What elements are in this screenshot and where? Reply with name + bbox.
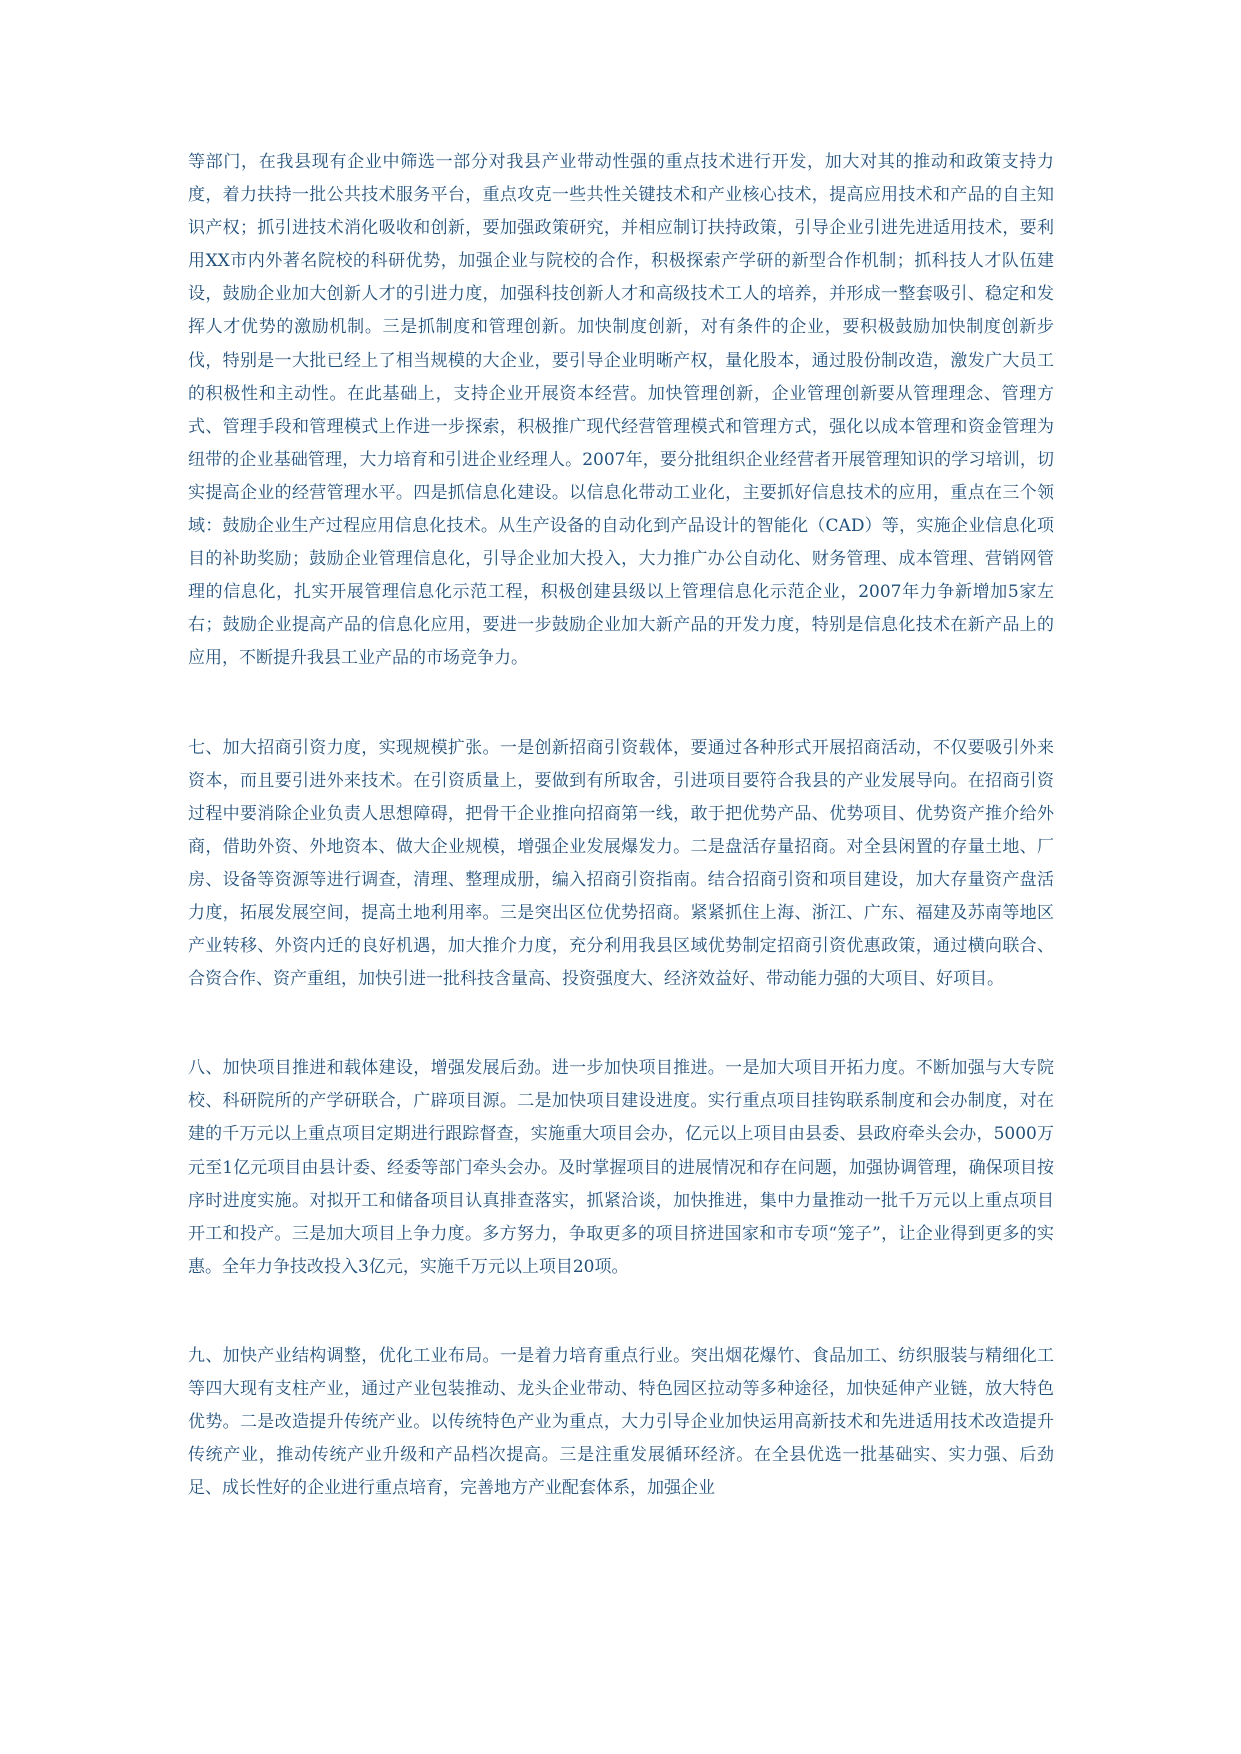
document-body xyxy=(188,146,1054,1505)
paragraph-project-promotion: 八、加快项目推进和载体建设，增强发展后劲。进一步加快项目推进。一是加大项目开拓力度。不断加强与大专院校、科研院所的产学研联合，广辟项目源。二是加快项目建设进度。实行重点项目挂钩联系制度和会办制度，对在建的千万元以上重点项目定期进行跟踪督查，实施重大项目会办，亿元以上项目由县委、县政府牵头会办，5000万元至1亿元项目由县计委、经委等部门牵头会办。及时掌握项目的进展情况和存在问题，加强协调管理，确保项目按序时进度实施。对拟开工和储备项目认真排查落实，抓紧洽谈，加快推进，集中力量推动一批千万元以上重点项目开工和投产。三是加大项目上争力度。多方努力，争取更多的项目挤进国家和市专项“笼子”，让企业得到更多的实惠。全年力争技改投入3亿元，实施千万元以上项目20项。 xyxy=(188,1058,1054,1277)
paragraph-industrial-structure: 九、加快产业结构调整，优化工业布局。一是着力培育重点行业。突出烟花爆竹、食品加工、纺织服装与精细化工等四大现有支柱产业，通过产业包装推动、龙头企业带动、特色园区拉动等多种途径，加快延伸产业链，放大特色优势。二是改造提升传统产业。以传统特色产业为重点，大力引导企业加快运用高新技术和先进适用技术改造提升传统产业，推动传统产业升级和产品档次提高。三是注重发展循环经济。在全县优选一批基础实、实力强、后劲足、成长性好的企业进行重点培育，完善地方产业配套体系，加强企业 xyxy=(188,1345,1054,1499)
paragraph-technology-innovation: 等部门，在我县现有企业中筛选一部分对我县产业带动性强的重点技术进行开发，加大对其的推动和政策支持力度，着力扶持一批公共技术服务平台，重点攻克一些共性关键技术和产业核心技术，提高应用技术和产品的自主知识产权；抓引进技术消化吸收和创新，要加强政策研究，并相应制订扶持政策，引导企业引进先进适用技术，要利用XX市内外著名院校的科研优势，加强企业与院校的合作，积极探索产学研的新型合作机制；抓科技人才队伍建设，鼓励企业加大创新人才的引进力度，加强科技创新人才和高级技术工人的培养，并形成一整套吸引、稳定和发挥人才优势的激励机制。三是抓制度和管理创新。加快制度创新，对有条件的企业，要积极鼓励加快制度创新步伐，特别是一大批已经上了相当规模的大企业，要引导企业明晰产权，量化股本，通过股份制改造，激发广大员工的积极性和主动性。在此基础上，支持企业开展资本经营。加快管理创新，企业管理创新要从管理理念、管理方式、管理手段和管理模式上作进一步探索，积极推广现代经营管理模式和管理方式，强化以成本管理和资金管理为纽带的企业基础管理，大力培育和引进企业经理人。2007年，要分批组织企业经营者开展管理知识的学习培训，切实提高企业的经营管理水平。四是抓信息化建设。以信息化带动工业化，主要抓好信息技术的应用，重点在三个领域：鼓励企业生产过程应用信息化技术。从生产设备的自动化到产品设计的智能化（CAD）等，实施企业信息化项目的补助奖励；鼓励企业管理信息化，引导企业加大投入，大力推广办公自动化、财务管理、成本管理、营销网管理的信息化，扎实开展管理信息化示范工程，积极创建县级以上管理信息化示范企业，2007年力争新增加5家左右；鼓励企业提高产品的信息化应用，要进一步鼓励企业加大新产品的开发力度，特别是信息化技术在新产品上的应用，不断提升我县工业产品的市场竞争力。 xyxy=(188,152,1054,669)
paragraph-investment-attraction: 七、加大招商引资力度，实现规模扩张。一是创新招商引资载体，要通过各种形式开展招商活动，不仅要吸引外来资本，而且要引进外来技术。在引资质量上，要做到有所取舍，引进项目要符合我县的产业发展导向。在招商引资过程中要消除企业负责人思想障碍，把骨干企业推向招商第一线，敢于把优势产品、优势项目、优势资产推介给外商，借助外资、外地资本、做大企业规模，增强企业发展爆发力。二是盘活存量招商。对全县闲置的存量土地、厂房、设备等资源等进行调查，清理、整理成册，编入招商引资指南。结合招商引资和项目建设，加大存量资产盘活力度，拓展发展空间，提高土地利用率。三是突出区位优势招商。紧紧抓住上海、浙江、广东、福建及苏南等地区产业转移、外资内迁的良好机遇，加大推介力度，充分利用我县区域优势制定招商引资优惠政策，通过横向联合、合资合作、资产重组，加快引进一批科技含量高、投资强度大、经济效益好、带动能力强的大项目、好项目。 xyxy=(188,737,1054,990)
